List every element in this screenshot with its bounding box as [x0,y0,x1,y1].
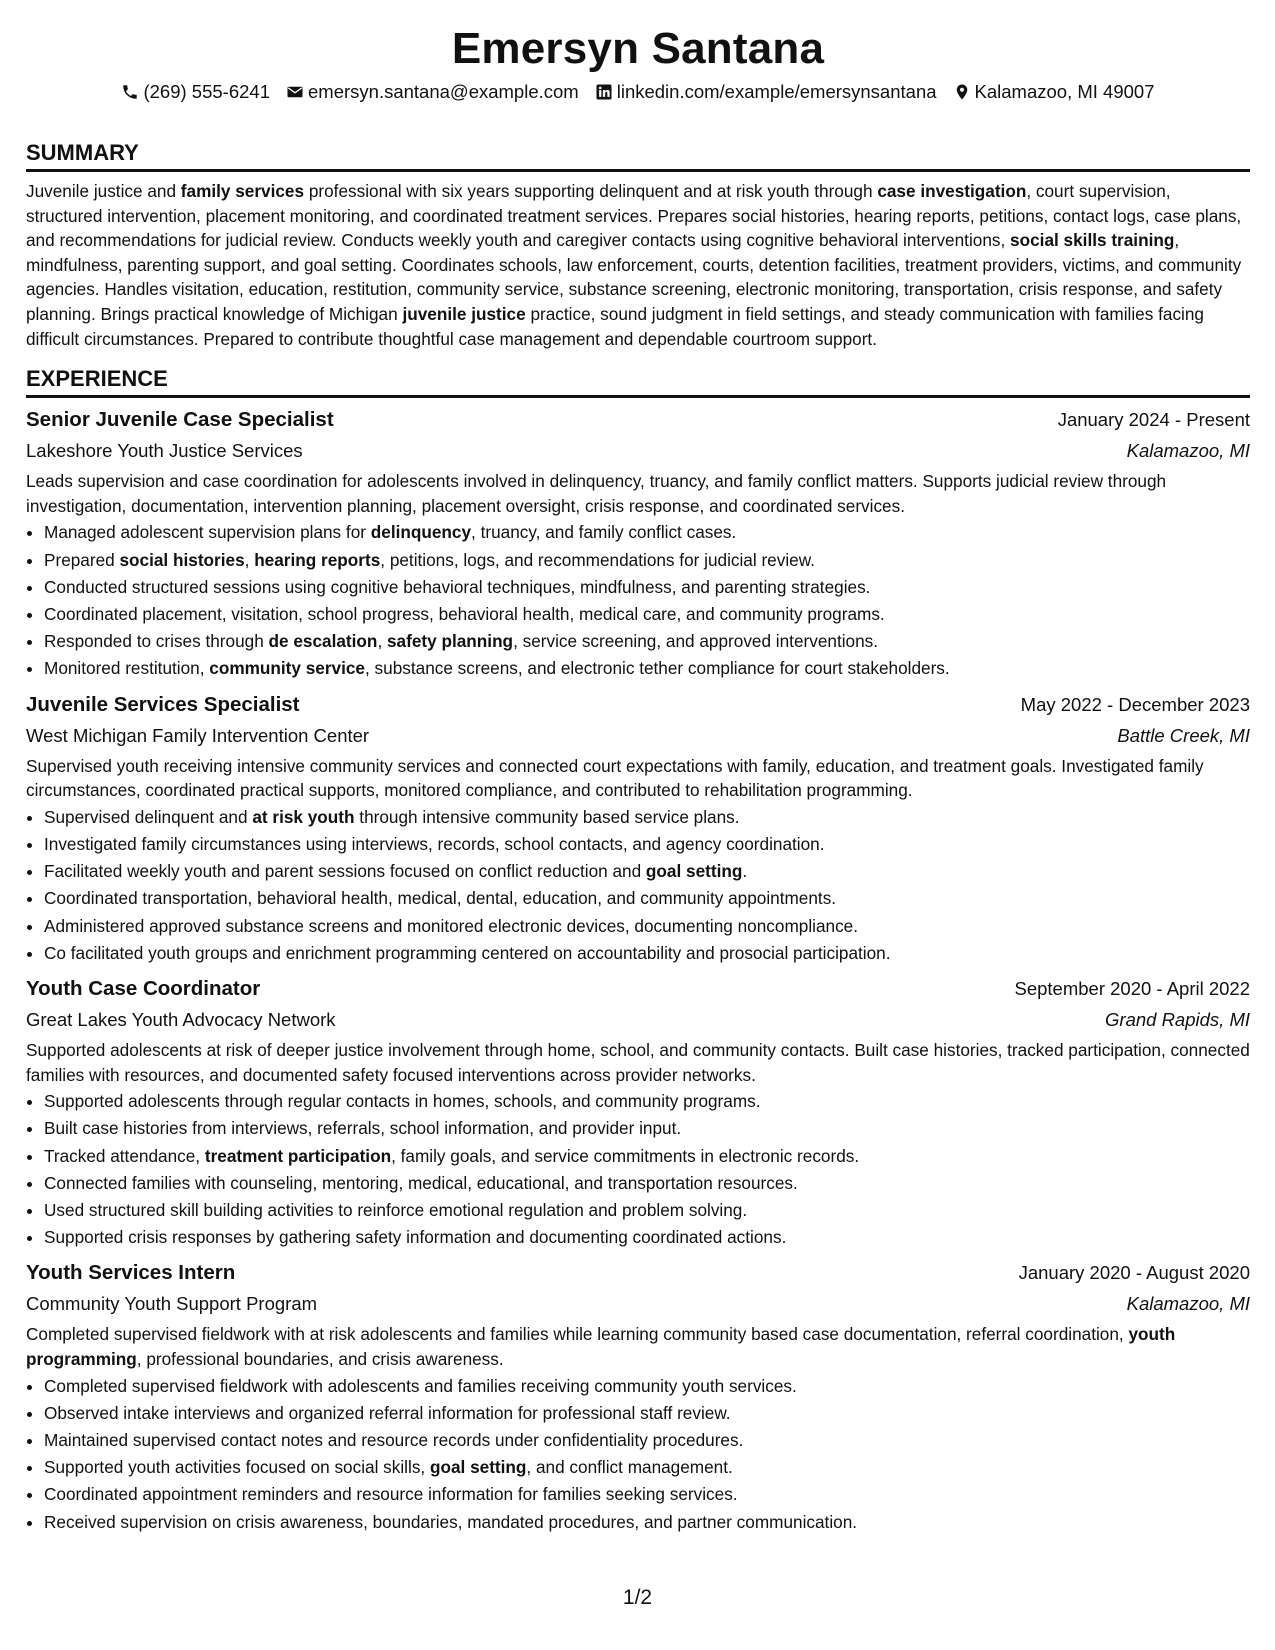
text-run: Observed intake interviews and organized referral information for professional staff review. [44,1402,731,1423]
list-item [44,574,1250,601]
text-run: , [244,549,255,570]
summary-heading: SUMMARY [26,139,1250,172]
bold-keyword: at risk youth [252,806,355,827]
text-run: , truancy, and family conflict cases. [471,522,737,543]
list-item [44,655,1250,682]
text-run: Built case histories from interviews, referrals, school information, and provider input. [44,1118,682,1139]
job-location: Kalamazoo, MI [1126,440,1250,462]
job-title: Youth Case Coordinator [26,976,261,1000]
list-item [44,1373,1250,1400]
company-name: Lakeshore Youth Justice Services [26,440,303,462]
bold-keyword: hearing reports [254,549,381,570]
job-dates: January 2024 - Present [1057,409,1250,431]
job-entry [26,404,1250,682]
summary-section [26,139,1250,351]
job-header-row [26,689,1250,720]
text-run: through intensive community based service plans. [354,806,740,827]
bold-keyword: safety planning [387,631,514,652]
job-entry [26,1257,1250,1535]
list-item [44,1509,1250,1536]
job-location: Battle Creek, MI [1117,724,1250,746]
location-text: Kalamazoo, MI 49007 [974,81,1155,102]
bold-keyword: de escalation [268,631,378,652]
job-header-row [26,973,1250,1004]
list-item [44,1170,1250,1197]
job-company-row [26,435,1250,466]
text-run: practice, sound judgment in field settings, and steady communication with families facing difficult circumstances. Prepared to contribute thoughtful case management and dependable courtroom support. [26,303,1204,349]
bold-keyword: social histories [119,549,245,570]
job-location: Grand Rapids, MI [1105,1008,1250,1030]
contact-phone [121,80,270,104]
text-run: , family goals, and service commitments in electronic records. [391,1145,860,1166]
text-run: Juvenile justice and [26,181,181,201]
company-name: Great Lakes Youth Advocacy Network [26,1008,336,1030]
linkedin-text[interactable]: linkedin.com/example/emersynsantana [616,81,937,102]
text-run: , mindfulness, parenting support, and goal setting. Coordinates schools, law enforcement, courts, detention facilities, treatment providers, victims, and community agencies. Handles visitation, education, restitution, community service, substance screening, electronic monitoring, transportation, crisis response, and safety planning. Brings practical knowledge of Michigan [26,230,1242,324]
job-entry [26,973,1250,1251]
text-run: Tracked attendance, [44,1145,205,1166]
text-run: Connected families with counseling, mentoring, medical, educational, and transportation resources. [44,1172,798,1193]
text-run: Investigated family circumstances using interviews, records, school contacts, and agency coordination. [44,833,825,854]
job-summary: Supervised youth receiving intensive community services and connected court expectations with family, education, and treatment goals. Investigated family circumstances, coordinated practical supports, monitored compliance, and contributed to rehabilitation programming. [26,755,1204,801]
text-run: Supervised delinquent and [44,806,253,827]
list-item [44,831,1250,858]
text-run: Supported adolescents through regular contacts in homes, schools, and community programs. [44,1091,761,1112]
email-text[interactable]: emersyn.santana@example.com [308,81,579,102]
map-pin-icon [953,83,971,101]
text-run: , petitions, logs, and recommendations for judicial review. [380,549,815,570]
job-summary: Supported adolescents at risk of deeper justice involvement through home, school, and community contacts. Built case histories, tracked participation, connected families with resources, and documented safety focused interventions across provider networks. [26,1039,1250,1085]
resume-page [26,0,1250,1536]
text-run: Supported youth activities focused on social skills, [44,1457,430,1478]
bullet-list [26,1373,1250,1536]
job-summary [26,1322,1250,1371]
text-run: Coordinated appointment reminders and resource information for families seeking services. [44,1484,738,1505]
text-run: Received supervision on crisis awareness, boundaries, mandated procedures, and partner communication. [44,1511,858,1532]
job-location: Kalamazoo, MI [1126,1293,1250,1315]
text-run: Co facilitated youth groups and enrichment programming centered on accountability and prosocial participation. [44,942,891,963]
list-item [44,601,1250,628]
contact-bar [26,80,1250,104]
experience-section [26,365,1250,1536]
text-run: Used structured skill building activities to reinforce emotional regulation and problem solving. [44,1199,748,1220]
job-dates: May 2022 - December 2023 [1020,693,1250,715]
bold-keyword: juvenile justice [402,303,526,324]
summary-paragraph [26,179,1250,351]
job-dates: January 2020 - August 2020 [1018,1262,1250,1284]
text-run: Administered approved substance screens and monitored electronic devices, documenting noncompliance. [44,915,859,936]
text-run: , professional boundaries, and crisis awareness. [136,1348,504,1369]
text-run: Completed supervised fieldwork with at risk adolescents and families while learning community based case documentation, referral coordination, [26,1324,1129,1345]
text-run: , [377,631,387,652]
job-company-row [26,720,1250,751]
job-entry [26,689,1250,967]
page-number: 1/2 [622,1586,653,1609]
list-item [44,940,1250,967]
list-item [44,628,1250,655]
list-item [44,1224,1250,1251]
job-header-row [26,404,1250,435]
text-run: Monitored restitution, [44,658,210,679]
bold-keyword: goal setting [429,1457,527,1478]
company-name: Community Youth Support Program [26,1293,318,1315]
list-item [44,1143,1250,1170]
job-dates: September 2020 - April 2022 [1014,977,1250,999]
job-title: Juvenile Services Specialist [26,692,300,716]
list-item [44,1427,1250,1454]
bold-keyword: goal setting [645,861,743,882]
bold-keyword: social skills training [1010,230,1175,251]
job-title: Youth Services Intern [26,1261,236,1285]
text-run: Prepared [44,549,120,570]
bold-keyword: case investigation [877,181,1027,201]
list-item [44,913,1250,940]
text-run: Coordinated transportation, behavioral health, medical, dental, education, and community appointments. [44,888,837,909]
text-run: , service screening, and approved interventions. [513,631,879,652]
list-item [44,1197,1250,1224]
list-item [44,858,1250,885]
job-summary: Leads supervision and case coordination for adolescents involved in delinquency, truancy, and family conflict matters. Supports judicial review through investigation, documentation, intervention planning, placement oversight, crisis response, and coordinated services. [26,471,1167,516]
text-run: , court supervision, structured intervention, placement monitoring, and coordinated treatment services. Prepares social histories, hearing reports, petitions, contact logs, case plans, and recommendations for judicial review. Conducts weekly youth and caregiver contacts using cognitive behavioral interventions, [26,181,1242,251]
contact-linkedin[interactable] [595,80,937,104]
linkedin-icon [595,83,613,101]
company-name: West Michigan Family Intervention Center [26,724,370,746]
contact-email[interactable] [286,80,579,104]
bullet-list [26,519,1250,682]
text-run: Managed adolescent supervision plans for [44,522,371,543]
list-item [44,1481,1250,1508]
experience-heading: EXPERIENCE [26,365,1250,398]
text-run: Coordinated placement, visitation, school progress, behavioral health, medical care, and community programs. [44,603,885,624]
job-list [26,404,1250,1536]
text-run: Completed supervised fieldwork with adolescents and families receiving community youth services. [44,1375,797,1396]
text-run: Responded to crises through [44,631,269,652]
job-company-row [26,1004,1250,1035]
bold-keyword: delinquency [370,522,472,543]
envelope-icon [286,83,304,101]
list-item [44,1454,1250,1481]
list-item [44,804,1250,831]
text-run: , substance screens, and electronic tether compliance for court stakeholders. [365,658,950,679]
text-run: Maintained supervised contact notes and resource records under confidentiality procedures. [44,1429,744,1450]
list-item [44,1115,1250,1142]
list-item [44,1400,1250,1427]
list-item [44,547,1250,574]
phone-icon [121,83,139,101]
bold-keyword: youth programming [26,1324,1176,1369]
phone-text: (269) 555-6241 [143,81,270,102]
bold-keyword: community service [209,658,365,679]
bullet-list [26,1088,1250,1251]
text-run: Supported crisis responses by gathering safety information and documenting coordinated actions. [44,1227,787,1248]
text-run: professional with six years supporting delinquent and at risk youth through [304,181,878,201]
text-run: . [742,861,748,882]
contact-location [953,80,1155,104]
bold-keyword: treatment participation [204,1145,392,1166]
list-item [44,1088,1250,1115]
text-run: , and conflict management. [526,1457,733,1478]
candidate-name: Emersyn Santana [451,24,825,73]
text-run: Facilitated weekly youth and parent sessions focused on conflict reduction and [44,861,646,882]
job-header-row [26,1257,1250,1288]
text-run: Conducted structured sessions using cognitive behavioral techniques, mindfulness, and parenting strategies. [44,576,871,597]
job-company-row [26,1288,1250,1319]
job-title: Senior Juvenile Case Specialist [26,408,334,432]
list-item [44,519,1250,546]
list-item [44,885,1250,912]
bullet-list [26,804,1250,967]
bold-keyword: family services [180,181,305,201]
